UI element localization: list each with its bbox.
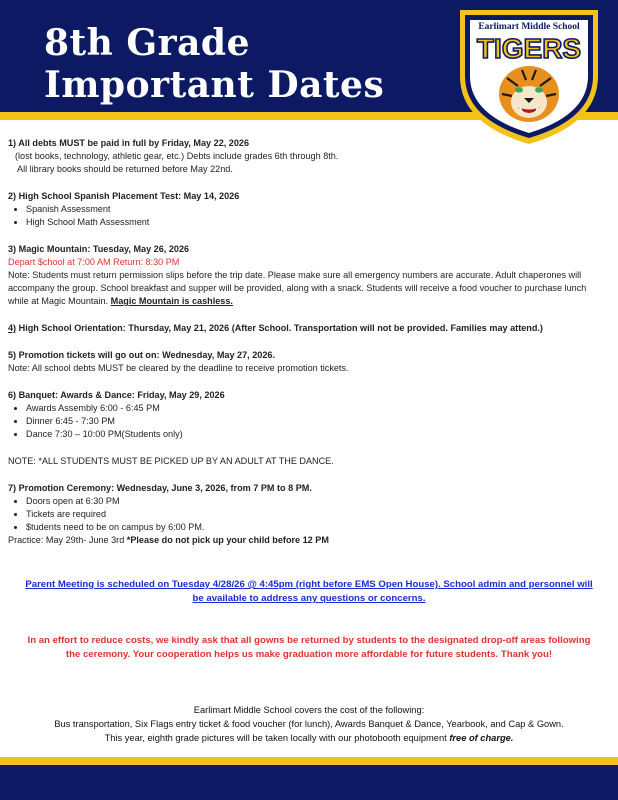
list-item: • $tudents need to be on campus by 6:00 PM. [26,521,608,534]
page-title [44,22,384,106]
magic-heading: 3) Magic Mountain: Tuesday, May 26, 2026 [8,244,190,254]
magic-depart-times: Depart $chool at 7:00 AM Return: 8:30 PM [8,257,180,267]
orientation-number: 4) [8,323,17,333]
item-promotion-tickets [8,349,608,375]
practice-line [8,534,608,547]
ceremony-heading: 7) Promotion Ceremony: Wednesday, June 3, 2026, from 7 PM to 8 PM. [8,483,312,493]
item-promotion-ceremony [8,482,608,547]
covers-free-of-charge: free of charge. [449,733,514,743]
promo-tickets-heading: 5) Promotion tickets will go out on: Wednesday, May 27, 2026. [8,350,275,360]
magic-note [8,269,608,308]
list-item: • Dinner 6:45 - 7:30 PM [26,415,608,428]
banquet-heading: 6) Banquet: Awards & Dance: Friday, May 29, 2026 [8,390,225,400]
logo-mascot-name: TIGERS [476,33,582,64]
footer-banner [0,765,618,800]
magic-note-text: Note: Students must return permission slips before the trip date. Please make sure all emergency numbers are accurate. Adult chaperones will accompany the group. School breakfast and supper will be provided, along with a snack. Students will receive a food voucher to purchase lunch while at Magic Mountain. [8,270,587,306]
practice-dates: Practice: May 29th- June 3rd [8,535,127,545]
spanish-heading: 2) High School Spanish Placement Test: May 14, 2026 [8,191,240,201]
item-magic-mountain [8,243,608,308]
orientation-heading [8,322,608,335]
covers-line-3 [8,731,610,745]
debts-detail-1: (lost books, technology, athletic gear, etc.) Debts include grades 6th through 8th. [15,151,339,161]
list-item: • High School Math Assessment [26,216,608,229]
magic-cashless: Magic Mountain is cashless. [110,296,233,306]
title-line-1: 8th Grade [44,22,250,64]
list-item: • Tickets are required [26,508,608,521]
item-banquet [8,389,608,441]
covers-line-2: Bus transportation, Six Flags entry ticket & food voucher (for lunch), Awards Banquet & Dance, Yearbook, and Cap & Gown. [54,719,564,729]
promo-tickets-note: Note: All school debts MUST be cleared by the deadline to receive promotion tickets. [8,363,349,373]
list-item: • Awards Assembly 6:00 - 6:45 PM [26,402,608,415]
list-item: • Dance 7:30 – 10:00 PM(Students only) [26,428,608,441]
gown-return-notice: In an effort to reduce costs, we kindly ask that all gowns be returned by students to the designated drop-off areas following the ceremony. Your cooperation helps us make graduation more affordable for future students. Thank you! [27,635,591,660]
important-dates-list [8,137,608,561]
covers-line-1: Earlimart Middle School covers the cost of the following: [193,705,425,715]
title-line-2: Important Dates [44,64,385,106]
practice-pickup-warning: *Please do not pick up your child before 12 PM [126,535,329,545]
item-orientation [8,322,608,335]
orientation-text: High School Orientation: Thursday, May 21, 2026 (After School. Transportation will not be provided. Families may attend.) [16,323,543,333]
tiger-face-icon [499,66,559,122]
item-spanish-placement [8,190,608,229]
costs-covered-section [8,703,610,745]
banquet-pickup-note: NOTE: *ALL STUDENTS MUST BE PICKED UP BY AN ADULT AT THE DANCE. [8,456,334,466]
debts-detail-2: All library books should be returned before May 22nd. [17,164,233,174]
footer-gold-stripe [0,757,618,765]
parent-meeting-link[interactable]: Parent Meeting is scheduled on Tuesday 4/28/26 @ 4:45pm (right before EMS Open House). School admin and personnel will be available to address any questions or concerns. [25,579,593,604]
list-item: • Spanish Assessment [26,203,608,216]
debts-heading: 1) All debts MUST be paid in full by Friday, May 22, 2026 [8,138,250,148]
tigers-shield-logo [452,6,606,146]
list-item: • Doors open at 6:30 PM [26,495,608,508]
item-debts [8,137,608,176]
covers-line-3-text: This year, eighth grade pictures will be taken locally with our photobooth equipment [104,733,450,743]
logo-school-name: Earlimart Middle School [478,22,580,32]
